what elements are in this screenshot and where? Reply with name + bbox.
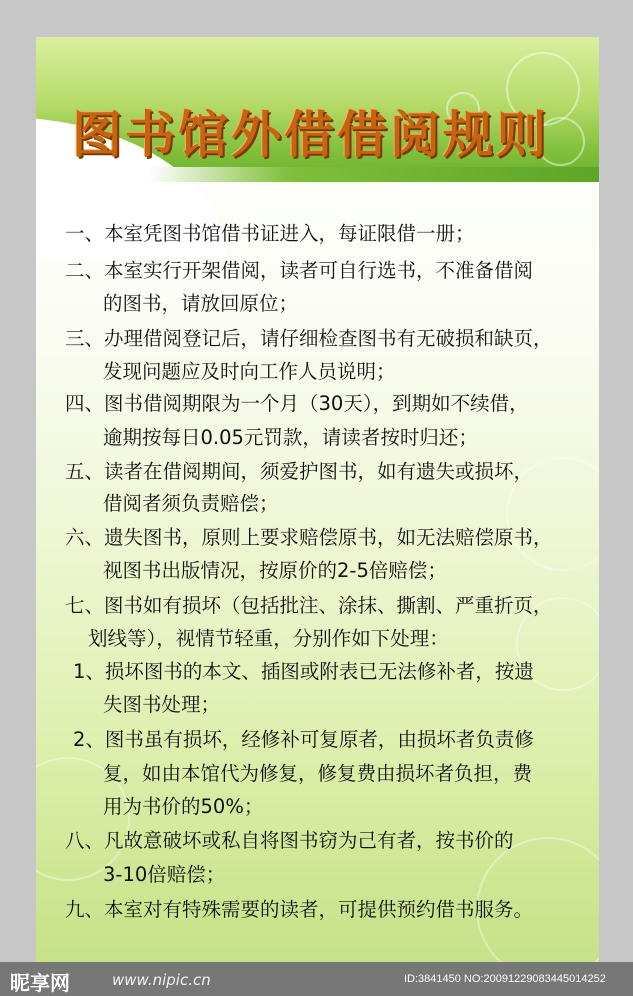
rule-line: 一、本室凭图书馆借书证进入，每证限借一册； bbox=[65, 222, 475, 245]
watermark-logo: 昵享网 bbox=[10, 971, 70, 995]
rules-list bbox=[36, 37, 599, 962]
rule-line: 二、本室实行开架借阅，读者可自行选书，不准备借阅 bbox=[65, 259, 534, 282]
watermark-url: www.nipic.cn bbox=[112, 971, 211, 989]
rule-line: 视图书出版情况，按原价的2-5倍赔偿； bbox=[103, 559, 447, 582]
rule-line: 1、损坏图书的本文、插图或附表已无法修补者，按遗 bbox=[73, 660, 534, 683]
poster-title: 图书馆外借借阅规则 bbox=[72, 106, 549, 164]
rule-line: 失图书处理； bbox=[103, 693, 221, 716]
rule-line: 逾期按每日0.05元罚款，请读者按时归还； bbox=[103, 426, 478, 449]
rule-line: 复，如由本馆代为修复，修复费由损坏者负担，费 bbox=[103, 762, 533, 785]
rule-line: 借阅者须负责赔偿； bbox=[103, 492, 279, 515]
rule-line: 三、办理借阅登记后，请仔细检查图书有无破损和缺页， bbox=[65, 327, 553, 350]
rules-poster bbox=[36, 37, 599, 962]
rule-line: 六、遗失图书，原则上要求赔偿原书，如无法赔偿原书， bbox=[65, 526, 553, 549]
rule-line: 四、图书借阅期限为一个月（30天），到期如不续借， bbox=[65, 392, 529, 415]
rule-line: 的图书，请放回原位； bbox=[103, 292, 299, 315]
watermark-bar bbox=[0, 962, 633, 996]
rule-line: 2、图书虽有损坏，经修补可复原者，由损坏者负责修 bbox=[73, 728, 534, 751]
rule-line: 九、本室对有特殊需要的读者，可提供预约借书服务。 bbox=[65, 898, 534, 921]
rule-line: 3-10倍赔偿； bbox=[103, 863, 226, 886]
rule-line: 发现问题应及时向工作人员说明； bbox=[103, 360, 396, 383]
watermark-id: ID:3841450 NO:20091229083445014252 bbox=[404, 973, 606, 985]
rule-line: 八、凡故意破坏或私自将图书窃为己有者，按书价的 bbox=[65, 829, 514, 852]
rule-line: 划线等），视情节轻重，分别作如下处理： bbox=[88, 627, 449, 650]
rule-line: 用为书价的50%； bbox=[103, 795, 264, 818]
rule-line: 五、读者在借阅期间，须爱护图书，如有遗失或损坏， bbox=[65, 460, 534, 483]
rule-line: 七、图书如有损坏（包括批注、涂抹、撕割、严重折页， bbox=[65, 594, 553, 617]
